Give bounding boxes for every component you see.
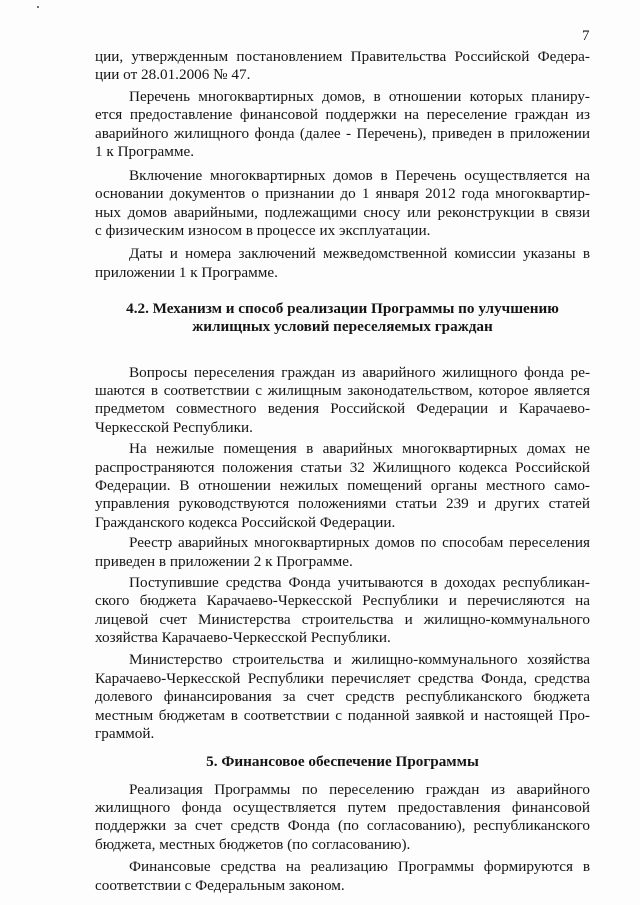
text-line: Гражданского кодекса Российской Федерации.	[95, 513, 396, 531]
text-line: управления руководствуются положениями статьи 239 и других статей	[95, 495, 590, 513]
text-line: Перечень многоквартирных домов, в отношении которых планиру-	[129, 87, 590, 105]
text-line: граммой.	[95, 725, 155, 743]
paragraph-registry	[95, 534, 590, 571]
text-line: Вопросы переселения граждан из аварийного жилищного фонда ре-	[129, 363, 590, 381]
paragraph-resettlement-questions	[95, 364, 590, 438]
text-line: распространяются положения статьи 32 Жилищного кодекса Российской	[95, 458, 590, 476]
text-line: аварийного жилищного фонда (далее - Перечень), приведен в приложении	[95, 124, 590, 142]
text-line: бюджета, местных бюджетов (по согласованию).	[95, 835, 411, 853]
text-line: Карачаево-Черкесской Республики перечисляет средства Фонда, средства	[95, 669, 590, 687]
text-line: предметом совместного ведения Российской Федерации и Карачаево-	[95, 400, 590, 418]
text-line: Даты и номера заключений межведомственной комиссии указаны в	[129, 245, 590, 263]
paragraph-ministry-transfers	[95, 651, 590, 743]
text-line: ных домов аварийными, подлежащими сносу или реконструкции в связи	[95, 203, 590, 221]
text-line: ции от 28.01.2006 № 47.	[95, 66, 251, 84]
heading-line: жилищных условий переселяемых граждан	[192, 318, 493, 336]
paragraph-federal-law	[95, 858, 590, 895]
text-line: 1 к Программе.	[95, 143, 195, 161]
text-line: ции, утвержденным постановлением Правительства Российской Федера-	[95, 48, 590, 65]
page-number: 7	[582, 28, 590, 44]
text-line: местным бюджетам в соответствии с поданной заявкой и настоящей Про-	[95, 706, 590, 724]
text-line: ется предоставление финансовой поддержки на переселение граждан из	[95, 106, 590, 124]
text-line: лицевой счет Министерства строительства и жилищно-коммунального	[95, 610, 590, 628]
text-line: Реестр аварийных многоквартирных домов по способам переселения	[129, 534, 590, 552]
text-line: с физическим износом в процессе их эксплуатации.	[95, 222, 431, 240]
heading-line: 4.2. Механизм и способ реализации Программы по улучшению	[126, 299, 559, 317]
text-line: приложении 1 к Программе.	[95, 263, 278, 281]
text-line: Финансовые средства на реализацию Программы формируются в	[129, 858, 590, 876]
paragraph-financing	[95, 781, 590, 855]
text-line: Черкесской Республики.	[95, 418, 253, 436]
text-line: Поступившие средства Фонда учитываются в доходах республикан-	[129, 573, 590, 591]
text-line: основании документов о признании до 1 января 2012 года многоквартир-	[95, 185, 590, 203]
text-line: Министерство строительства и жилищно-коммунального хозяйства	[129, 651, 590, 669]
paragraph-non-residential	[95, 440, 590, 532]
heading-line: 5. Финансовое обеспечение Программы	[206, 752, 479, 770]
text-line: Включение многоквартирных домов в Перечень осуществляется на	[129, 167, 590, 185]
text-line: поддержки за счет средств Фонда (по согласованию), республиканского	[95, 817, 590, 835]
text-line: На нежилые помещения в аварийных многоквартирных домах не	[129, 440, 590, 458]
paragraph-fund-receipts	[95, 574, 590, 648]
scan-speck	[37, 6, 39, 8]
text-line: Реализация Программы по переселению граждан из аварийного	[129, 780, 590, 798]
paragraph-list-of-houses	[95, 88, 590, 162]
text-line: долевого финансирования за счет средств республиканского бюджета	[95, 688, 590, 706]
paragraph-commission-dates	[95, 245, 590, 282]
text-line: соответствии с Федеральным законом.	[95, 876, 345, 894]
paragraph-inclusion-criteria	[95, 167, 590, 241]
section-heading-4-2	[95, 300, 590, 337]
section-heading-5	[95, 753, 590, 771]
text-line: приведен в приложении 2 к Программе.	[95, 552, 353, 570]
text-line: жилищного фонда осуществляется путем предоставления финансовой	[95, 799, 590, 817]
text-line: Федерации. В отношении нежилых помещений органы местного само-	[95, 477, 590, 495]
text-line: ского бюджета Карачаево-Черкесской Республики и перечисляются на	[95, 592, 590, 610]
paragraph-continuation	[95, 48, 590, 85]
text-line: шаются в соответствии с жилищным законодательством, которое является	[95, 382, 590, 399]
text-line: хозяйства Карачаево-Черкесской Республики.	[95, 629, 391, 647]
